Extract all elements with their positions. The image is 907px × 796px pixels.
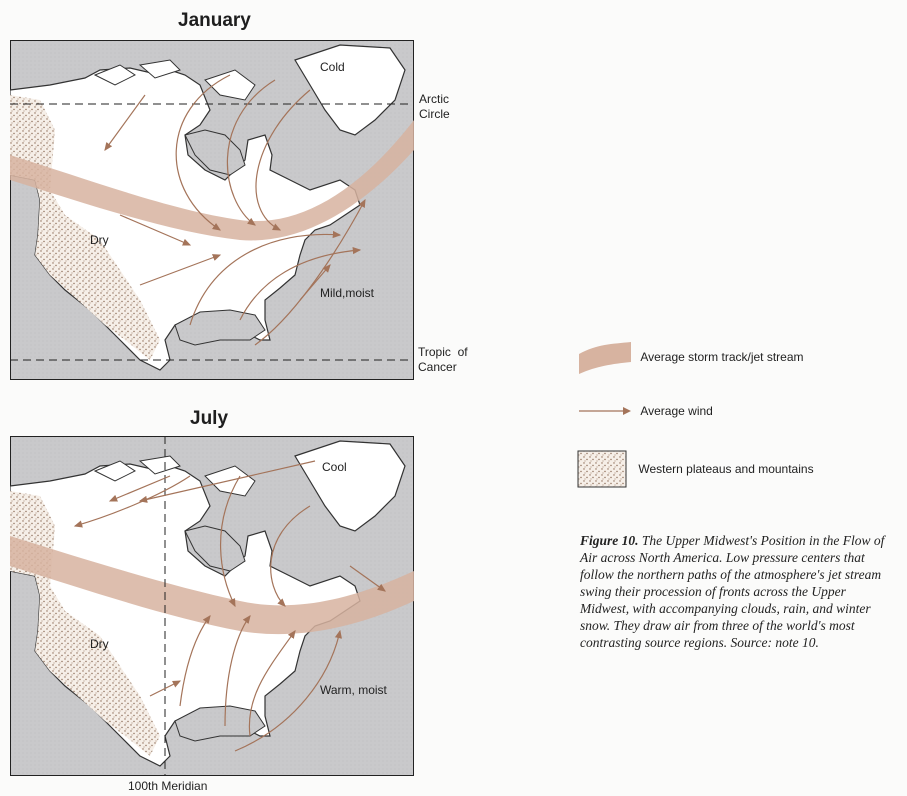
july-cool-label: Cool xyxy=(322,460,347,474)
july-map xyxy=(10,436,414,776)
wind-arrow-icon xyxy=(577,404,633,418)
july-dry-label: Dry xyxy=(90,637,109,651)
caption-text: The Upper Midwest's Position in the Flow of Air across North America. Low pressure centers that follow the northern paths of the atmosphere's jet stream swing their procession of fronts across the Upper Midwest, with accompanying clouds, rain, and winter snow. They draw air from three of the world's most contrasting source regions. Source: note 10. xyxy=(580,533,885,650)
legend-plateaus: Western plateaus and mountains xyxy=(577,450,814,488)
figure-number: Figure 10. xyxy=(580,533,639,548)
january-dry-label: Dry xyxy=(90,233,109,247)
storm-track-swatch xyxy=(577,340,633,374)
legend-storm-track: Average storm track/jet stream xyxy=(577,340,804,374)
tropic-of-cancer-label: Tropic of Cancer xyxy=(418,345,468,374)
plateaus-swatch xyxy=(577,450,631,488)
figure-caption xyxy=(580,532,898,651)
july-title: July xyxy=(190,408,229,429)
arctic-circle-label: Arctic Circle xyxy=(419,92,450,121)
january-map xyxy=(10,40,414,380)
january-title: January xyxy=(178,10,251,31)
meridian-label: 100th Meridian xyxy=(128,779,208,793)
legend-wind: Average wind xyxy=(577,403,713,418)
january-cold-label: Cold xyxy=(320,60,345,74)
july-warm-label: Warm, moist xyxy=(320,683,387,697)
january-mild-label: Mild,moist xyxy=(320,286,375,300)
